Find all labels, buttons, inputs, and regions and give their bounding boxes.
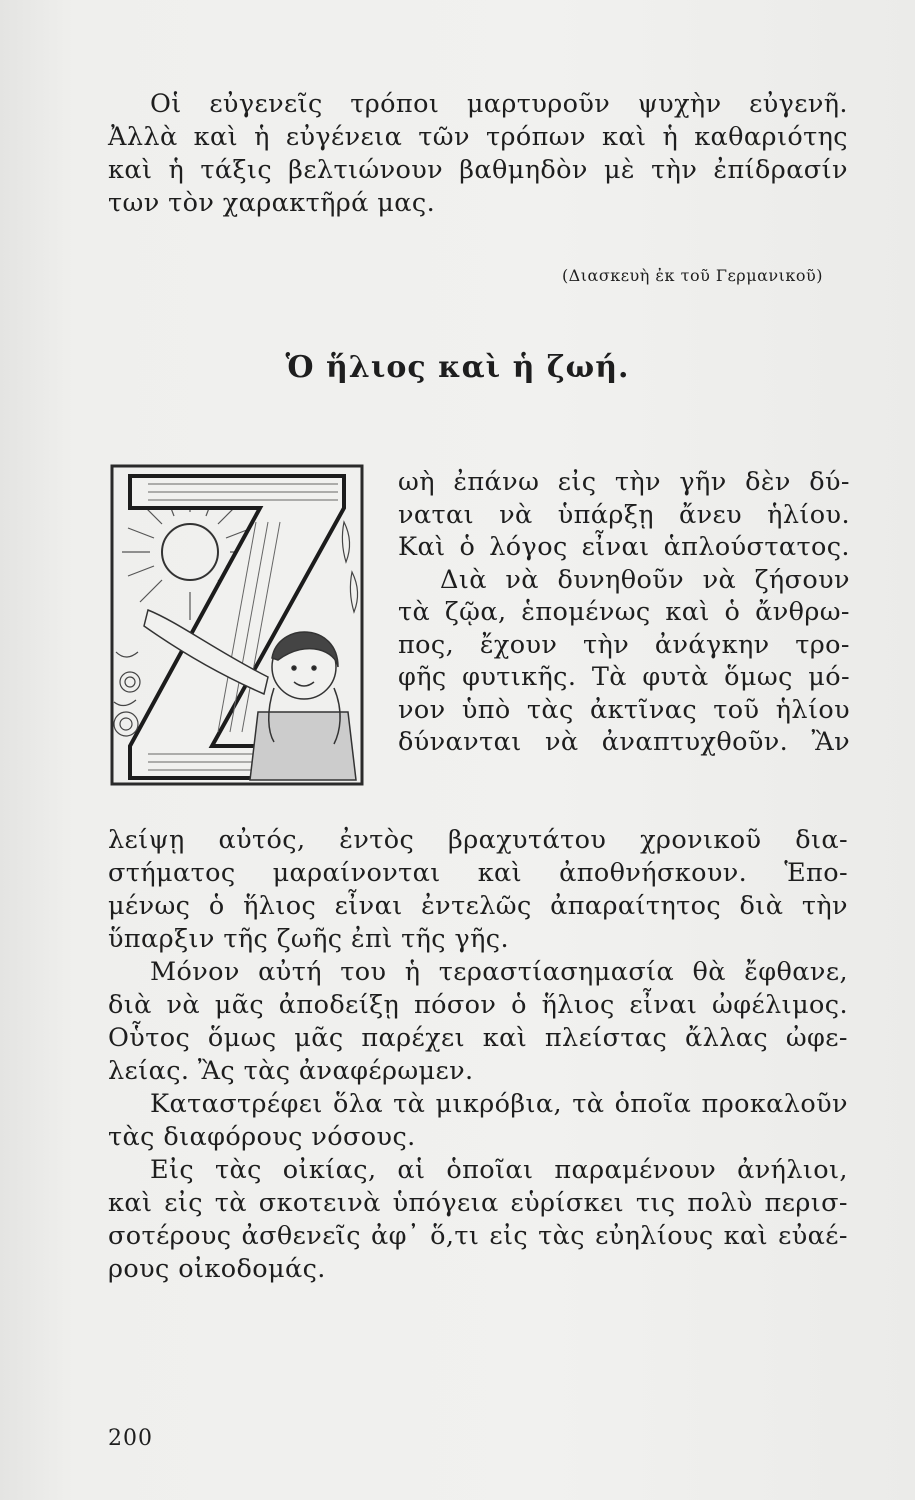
word: εἰς (164, 1188, 203, 1218)
word: ἀποθνήσκουν. (559, 858, 748, 888)
text-line (108, 88, 848, 121)
word: ἐπίδρασίν (713, 155, 848, 185)
word: τρόποι (350, 89, 440, 119)
text-line (398, 499, 850, 532)
word: νὰ (505, 564, 539, 595)
word: ὠφε- (785, 1023, 848, 1053)
word: Τὰ (591, 662, 627, 692)
word: δύ- (809, 467, 850, 497)
text-line (398, 629, 850, 662)
word: ὁποῖα (614, 1089, 692, 1119)
text-line (398, 694, 850, 727)
word: ἁπλούστατος. (663, 532, 850, 562)
word: τὰς (215, 1155, 262, 1185)
word: τὰ (572, 1089, 605, 1119)
text-line (108, 1022, 848, 1055)
word: ἀπαραίτητος (550, 891, 722, 921)
word: ἀσθενεῖς (241, 1221, 361, 1251)
word: τὴν (651, 155, 698, 185)
word: ὁ (724, 597, 741, 627)
word: ὁ (208, 891, 225, 921)
text-line: λείας. Ἂς τὰς ἀναφέρωμεν. (108, 1056, 474, 1086)
word: τρο- (795, 629, 850, 660)
word: καὶ (723, 1221, 769, 1251)
word: νὰ (544, 727, 579, 757)
word: νὰ (702, 564, 737, 595)
word: δύνανται (398, 727, 522, 757)
word: νὰ (499, 499, 533, 530)
word: αὐτός, (218, 825, 306, 855)
word: γῆν (679, 467, 727, 497)
word: ἀποδείξῃ (278, 990, 400, 1020)
word: πος, (398, 629, 455, 660)
word: ἄνθρω- (755, 597, 850, 627)
word: σοτέρους (108, 1221, 232, 1251)
word: ναται (398, 499, 475, 530)
text-line (398, 726, 850, 759)
word: ὁ (459, 532, 476, 562)
word: ἀνάγκην (654, 629, 770, 660)
text-line (108, 857, 848, 890)
word: ἐντὸς (339, 825, 415, 855)
word: ὁ (511, 990, 527, 1020)
text-line (108, 890, 848, 923)
word: ὅμως (207, 1023, 277, 1053)
word: τὰς (526, 694, 574, 725)
word: εὐηλίους (595, 1221, 714, 1251)
word: στήματος (108, 858, 236, 888)
word: μᾶς (214, 990, 265, 1020)
word: εὐγενεῖς (209, 89, 323, 119)
word: ψυχὴν (637, 89, 722, 119)
word: τὴν (583, 629, 630, 660)
word: τάξις (200, 155, 273, 185)
word: εὐαέ- (778, 1221, 848, 1251)
word: τις (635, 1188, 676, 1218)
word: εἰς (557, 467, 597, 497)
word: Διὰ (440, 564, 487, 595)
word: αὐτή (258, 957, 322, 987)
text-line: ὕπαρξιν τῆς ζωῆς ἐπὶ τῆς γῆς. (108, 924, 509, 954)
word: ὅλα (333, 1089, 383, 1119)
word: πολὺ (687, 1188, 753, 1218)
word: ἡλίου (775, 694, 850, 725)
roses-icon (114, 652, 140, 736)
word: ἥλιος (243, 891, 317, 921)
word: εὐγένεια (285, 122, 403, 152)
word: πόσον (413, 990, 497, 1020)
text-line (398, 531, 850, 564)
word: καθαριότης (694, 122, 848, 152)
word: τὴν (614, 467, 661, 497)
word: καὶ (477, 858, 523, 888)
word: λείψῃ (108, 825, 185, 855)
word: ἀναπτυχθοῦν. (601, 727, 789, 757)
word: ἀνήλιοι, (737, 1155, 848, 1185)
word: ἔφθανε, (744, 957, 848, 987)
word: φυτικῆς. (462, 662, 577, 692)
word: ἡλίου. (767, 499, 850, 530)
word: παρέχει (361, 1023, 465, 1053)
text-line (108, 154, 848, 187)
word: εἶναι (629, 990, 698, 1020)
word: μικρόβια, (435, 1089, 563, 1119)
word: ἀφ᾽ (370, 1221, 421, 1251)
word: καὶ (108, 155, 153, 185)
word: ἔχουν (479, 629, 558, 660)
word: δια- (795, 825, 848, 855)
word: ἐντελῶς (421, 891, 532, 921)
word: φῆς (398, 662, 447, 692)
word: τοῦ (713, 694, 760, 725)
text-line (108, 824, 848, 857)
text-line: των τὸν χαρακτῆρά μας. (108, 188, 436, 218)
word: ζήσουν (754, 564, 850, 595)
word: τὰς (538, 1221, 585, 1251)
word: Εἰς (150, 1155, 195, 1185)
word: ωὴ (398, 467, 435, 497)
word: Οἱ (150, 89, 182, 119)
word: τὰ (393, 1089, 426, 1119)
text-line (398, 564, 850, 597)
word: μένως (108, 891, 191, 921)
word: μαραίνονται (272, 858, 441, 888)
word: νον (398, 694, 446, 725)
source-note: (Διασκευὴ ἐκ τοῦ Γερμανικοῦ) (561, 266, 823, 285)
word: μό- (808, 662, 850, 692)
word: παραμένουν (554, 1155, 717, 1185)
word: Καὶ (398, 532, 446, 562)
word: ὑπὸ (461, 694, 511, 725)
word: νὰ (166, 990, 201, 1020)
text-line (398, 661, 850, 694)
text-line (108, 1088, 848, 1121)
word: βραχυτάτου (448, 825, 607, 855)
intro-paragraph (108, 88, 848, 220)
word: ἑπομένως (521, 597, 651, 627)
text-line (108, 956, 848, 989)
body-paragraphs (108, 824, 848, 1286)
word: τρόπων (485, 122, 586, 152)
word: μὲ (603, 155, 635, 185)
decorated-initial-z (108, 462, 366, 788)
word: ἡ (168, 155, 185, 185)
text-line (108, 121, 848, 154)
wrapped-paragraph (398, 466, 850, 759)
text-line (108, 1154, 848, 1187)
word: τεραστίασημασία (438, 957, 675, 987)
text-line (108, 989, 848, 1022)
word: βαθμηδὸν (459, 155, 588, 185)
word: πλείστας (544, 1023, 668, 1053)
section-title: Ὁ ἥλιος καὶ ἡ ζωή. (285, 350, 630, 385)
word: ἡ (254, 122, 270, 152)
word: δὲν (745, 467, 791, 497)
word: ὅ,τι (430, 1221, 480, 1251)
text-line (398, 596, 850, 629)
sun-girl-illustration-icon (108, 462, 366, 788)
word: τὴν (801, 891, 848, 921)
word: ζῷα, (444, 597, 507, 627)
word: ἡ (662, 122, 679, 152)
word: μαρτυροῦν (466, 89, 611, 119)
word: καὶ (108, 1188, 153, 1218)
word: προκαλοῦν (701, 1089, 848, 1119)
word: εὐγενῆ. (749, 89, 848, 119)
word: λόγος (489, 532, 568, 562)
word: Οὗτος (108, 1023, 191, 1053)
word: καὶ (665, 597, 710, 627)
word: τὰ (398, 597, 431, 627)
word: εὑρίσκει (510, 1188, 624, 1218)
word: διὰ (108, 990, 152, 1020)
word: του (340, 957, 387, 987)
word: ἄνευ (679, 499, 743, 530)
word: ὑπάρξῃ (557, 499, 654, 530)
word: μᾶς (294, 1023, 344, 1053)
word: δυνηθοῦν (557, 564, 685, 595)
word: περισ- (764, 1188, 848, 1218)
word: ἥλιος (541, 990, 615, 1020)
word: ἄλλας (685, 1023, 769, 1053)
word: Ἀλλὰ (108, 122, 178, 152)
word: καὶ (482, 1023, 528, 1053)
word: ὑπόγεια (392, 1188, 499, 1218)
word: εἰς (489, 1221, 529, 1251)
word: καὶ (601, 122, 647, 152)
word: εἶναι (334, 891, 403, 921)
word: ἐπάνω (453, 467, 540, 497)
word: τῶν (418, 122, 470, 152)
word: ὠφέλιμος. (712, 990, 848, 1020)
word: Ἑπο- (784, 858, 848, 888)
word: ἀκτῖνας (589, 694, 698, 725)
page-number: 200 (108, 1426, 153, 1451)
word: Μόνον (150, 957, 240, 987)
word: οἰκίας, (282, 1155, 377, 1185)
word: ἡ (404, 957, 421, 987)
text-line (398, 466, 850, 499)
word: διὰ (739, 891, 784, 921)
word: φυτὰ (642, 662, 709, 692)
word: χρονικοῦ (640, 825, 762, 855)
word: βελτιώνουν (288, 155, 444, 185)
word: αἱ (397, 1155, 426, 1185)
word: Καταστρέφει (150, 1089, 323, 1119)
text-line: ρους οἰκοδομάς. (108, 1254, 326, 1284)
leaves-icon (342, 522, 357, 612)
word: ὅμως (724, 662, 793, 692)
word: ὁποῖαι (446, 1155, 534, 1185)
text-line (108, 1220, 848, 1253)
word: τὰ (214, 1188, 247, 1218)
word: θὰ (692, 957, 726, 987)
text-line (108, 1187, 848, 1220)
word: εἶναι (581, 532, 650, 562)
word: καὶ (193, 122, 239, 152)
word: Ἂν (811, 727, 850, 757)
text-line: τὰς διαφόρους νόσους. (108, 1122, 416, 1152)
word: σκοτεινὰ (258, 1188, 381, 1218)
